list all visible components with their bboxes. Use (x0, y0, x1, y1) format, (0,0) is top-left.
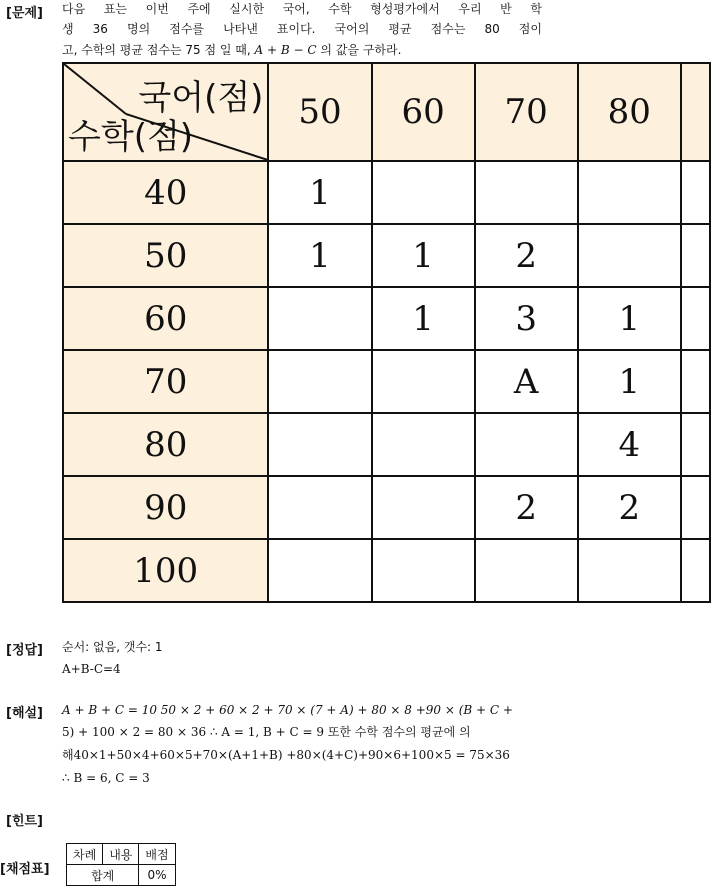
table-cell (681, 539, 710, 602)
table-cell (268, 413, 371, 476)
table-cell (268, 476, 371, 539)
scoring-header-order: 차례 (67, 844, 103, 865)
table-cell (681, 224, 710, 287)
table-cell: 1 (578, 350, 681, 413)
table-row (63, 287, 710, 350)
column-header: 60 (372, 63, 475, 161)
table-corner-cell (63, 63, 268, 161)
table-cell (681, 476, 710, 539)
table-row (63, 161, 710, 224)
table-cell (372, 539, 475, 602)
scoring-total-value: 0% (139, 865, 175, 886)
table-cell: 2 (578, 476, 681, 539)
scoring-total-label: 합계 (67, 865, 139, 886)
answer-line-2: A+B-C=4 (62, 662, 121, 676)
problem-label: [문제] (6, 6, 43, 21)
table-cell: A (475, 350, 578, 413)
score-table-label: [채점표] (0, 862, 50, 877)
table-row (63, 413, 710, 476)
table-cell (372, 413, 475, 476)
table-cell: 1 (372, 224, 475, 287)
table-cell (475, 413, 578, 476)
table-cell (372, 350, 475, 413)
table-cell (268, 350, 371, 413)
row-header: 70 (63, 350, 268, 413)
problem-line-3-b: 의 값을 구하라. (320, 43, 402, 57)
problem-line-3-a: 고, 수학의 평균 점수는 75 점 일 때, (62, 43, 251, 57)
table-cell (681, 413, 710, 476)
problem-line-3 (62, 41, 542, 60)
scoring-total-row (67, 865, 176, 886)
solution-line-3: 해40×1+50×4+60×5+70×(A+1+B) +80×(4+C)+90×6+100×5 = 75×36 (62, 748, 510, 762)
table-row (63, 476, 710, 539)
table-cell (578, 539, 681, 602)
table-cell (578, 224, 681, 287)
table-cell (372, 476, 475, 539)
answer-label: [정답] (6, 643, 43, 658)
solution-line-4: ∴ B = 6, C = 3 (62, 771, 150, 785)
corner-math-label: 수학(점) (68, 117, 194, 157)
row-header: 100 (63, 539, 268, 602)
solution-line-2: 5) + 100 × 2 = 80 × 36 ∴ A = 1, B + C = 9 또한 수학 점수의 평균에 의 (62, 725, 471, 739)
table-cell (475, 161, 578, 224)
column-header: 50 (268, 63, 371, 161)
row-header: 90 (63, 476, 268, 539)
table-cell: 2 (475, 224, 578, 287)
solution-label: [해설] (6, 706, 43, 721)
table-cell (681, 350, 710, 413)
row-header: 40 (63, 161, 268, 224)
table-cell: 4 (578, 413, 681, 476)
problem-line-2: 생 36 명의 점수를 나타낸 표이다. 국어의 평균 점수는 80 점이 (62, 22, 542, 36)
table-cell: 1 (268, 161, 371, 224)
table-cell (681, 161, 710, 224)
table-row (63, 224, 710, 287)
answer-line-1: 순서: 없음, 갯수: 1 (62, 640, 163, 654)
column-header: 80 (578, 63, 681, 161)
table-cell (268, 539, 371, 602)
problem-line-3-math: A + B − C (254, 43, 317, 57)
scoring-header-points: 배점 (139, 844, 175, 865)
row-header: 50 (63, 224, 268, 287)
row-header: 80 (63, 413, 268, 476)
table-cell: 1 (268, 224, 371, 287)
score-distribution-table (62, 62, 711, 603)
table-cell: 1 (372, 287, 475, 350)
table-cell (578, 161, 681, 224)
scoring-table (66, 843, 176, 886)
table-cell: 1 (578, 287, 681, 350)
table-cell (372, 161, 475, 224)
table-cell: 2 (475, 476, 578, 539)
table-row (63, 539, 710, 602)
scoring-header-row (67, 844, 176, 865)
table-cell (681, 287, 710, 350)
problem-line-1: 다음 표는 이번 주에 실시한 국어, 수학 형성평가에서 우리 반 학 (62, 2, 542, 16)
scoring-header-content: 내용 (103, 844, 139, 865)
solution-line-1: A + B + C = 10 50 × 2 + 60 × 2 + 70 × (7 + A) + 80 × 8 +90 × (B + C + (62, 703, 513, 717)
column-header (681, 63, 710, 161)
table-header-row (63, 63, 710, 161)
corner-korean-label: 국어(점) (138, 78, 264, 118)
hint-label: [힌트] (6, 814, 43, 829)
table-cell (268, 287, 371, 350)
table-row (63, 350, 710, 413)
table-cell: 3 (475, 287, 578, 350)
table-cell (475, 539, 578, 602)
column-header: 70 (475, 63, 578, 161)
row-header: 60 (63, 287, 268, 350)
